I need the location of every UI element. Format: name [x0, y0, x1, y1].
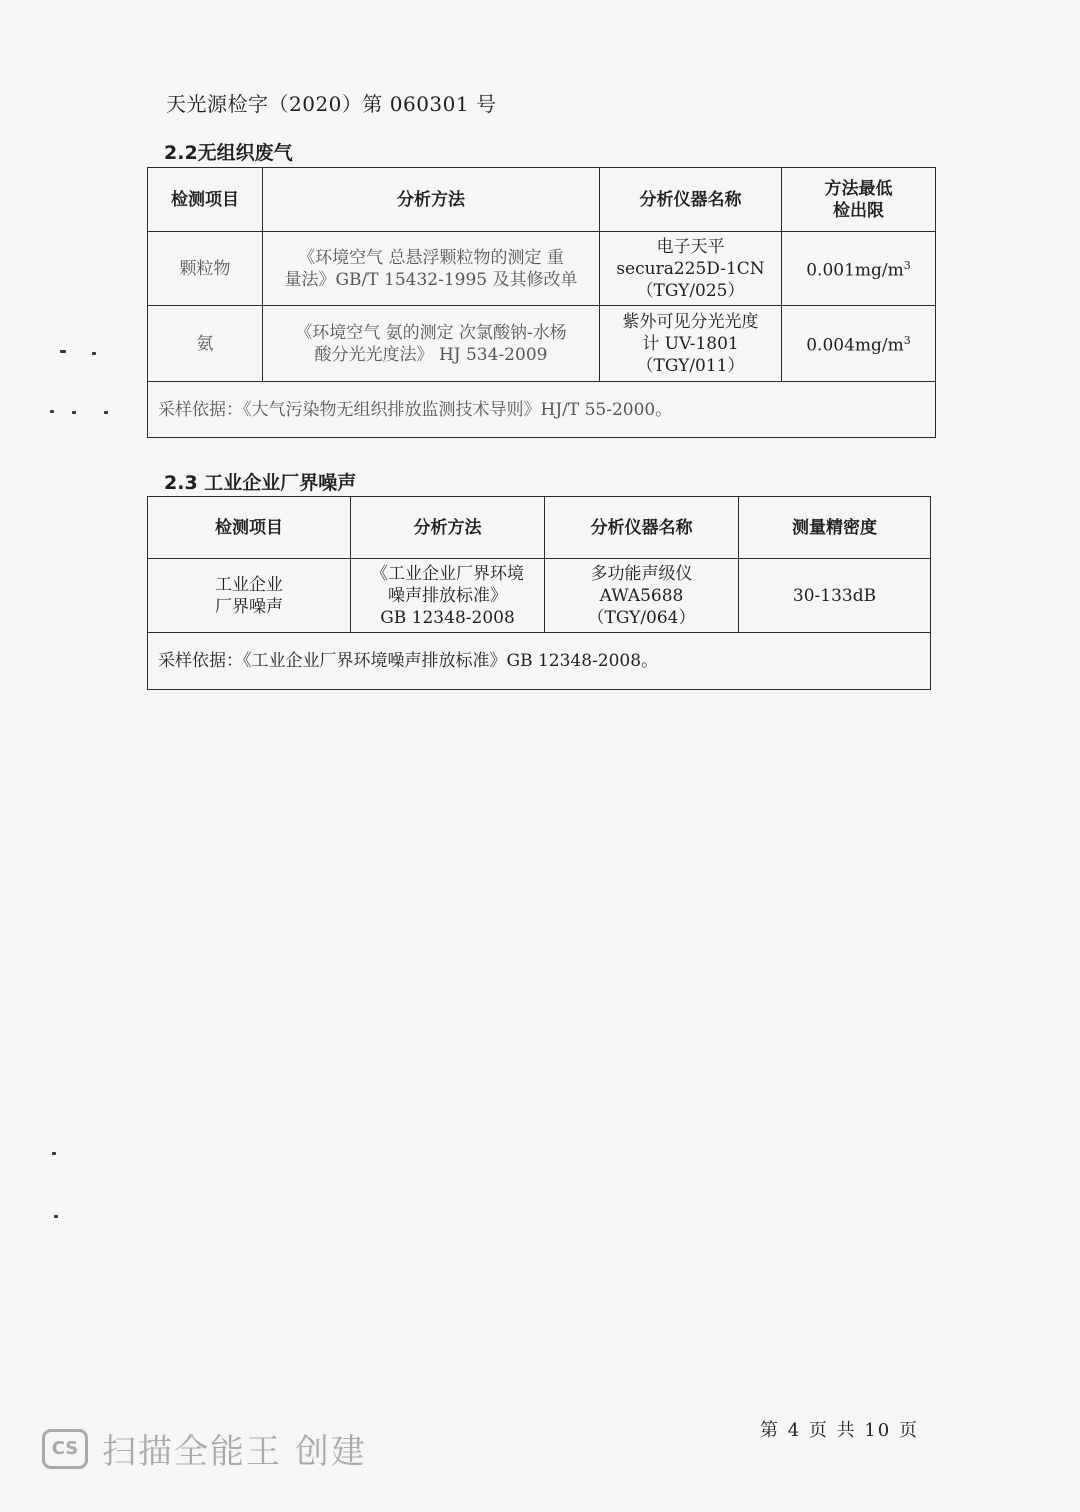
method-line: 酸分光光度法》 HJ 534-2009 — [314, 344, 548, 365]
table-header-row — [148, 168, 936, 232]
method-cell — [351, 559, 545, 633]
method-line: GB 12348-2008 — [380, 607, 515, 628]
instrument-cell — [600, 232, 782, 306]
item-line: 工业企业 — [215, 574, 283, 595]
column-header: 测量精密度 — [739, 497, 931, 559]
instrument-line: （TGY/011） — [636, 355, 745, 376]
section-2-3-table — [147, 496, 931, 690]
column-header: 检测项目 — [148, 168, 263, 232]
column-header: 方法最低 检出限 — [782, 168, 936, 232]
item-cell — [148, 559, 351, 633]
limit-cell — [782, 232, 936, 306]
precision-cell: 30-133dB — [739, 559, 931, 633]
instrument-line: AWA5688 — [599, 585, 684, 606]
page-number: 第 4 页 共 10 页 — [760, 1420, 919, 1441]
section-2-2-title: 2.2无组织废气 — [164, 142, 293, 164]
sampling-basis: 采样依据：《大气污染物无组织排放监测技术导则》HJ/T 55-2000。 — [148, 382, 936, 438]
method-line: 《工业企业厂界环境 — [371, 563, 524, 584]
table-row — [148, 559, 931, 633]
method-line: 《环境空气 总悬浮颗粒物的测定 重 — [298, 247, 564, 268]
method-cell — [263, 232, 600, 306]
limit-value: 0.001mg/m — [806, 260, 904, 281]
item-cell: 颗粒物 — [148, 232, 263, 306]
scan-speck — [54, 1215, 58, 1218]
item-line: 厂界噪声 — [215, 596, 283, 617]
instrument-line: （TGY/064） — [587, 607, 696, 628]
scan-speck — [60, 350, 66, 353]
camscanner-logo-icon: CS — [42, 1429, 88, 1469]
scanner-watermark — [42, 1424, 367, 1473]
method-line: 《环境空气 氨的测定 次氯酸钠-水杨 — [295, 322, 567, 343]
column-header: 分析方法 — [351, 497, 545, 559]
scan-speck — [92, 352, 96, 355]
method-line: 量法》GB/T 15432-1995 及其修改单 — [284, 269, 578, 290]
instrument-line: 计 UV-1801 — [642, 333, 739, 354]
column-header: 检测项目 — [148, 497, 351, 559]
sampling-basis: 采样依据：《工业企业厂界环境噪声排放标准》GB 12348-2008。 — [148, 633, 931, 690]
document-number: 天光源检字（2020）第 060301 号 — [166, 92, 497, 116]
column-header: 分析方法 — [263, 168, 600, 232]
table-row — [148, 306, 936, 382]
instrument-cell — [545, 559, 739, 633]
sampling-basis-row — [148, 633, 931, 690]
table-row — [148, 232, 936, 306]
sampling-basis-row — [148, 382, 936, 438]
method-cell — [263, 306, 600, 382]
method-line: 噪声排放标准》 — [388, 585, 507, 606]
scan-speck — [72, 411, 76, 414]
instrument-line: 多功能声级仪 — [590, 563, 693, 584]
section-2-2-table — [147, 167, 936, 438]
limit-cell — [782, 306, 936, 382]
instrument-line: （TGY/025） — [636, 280, 745, 301]
limit-superscript: 3 — [903, 334, 911, 348]
table-header-row — [148, 497, 931, 559]
watermark-text: 扫描全能王 创建 — [102, 1432, 367, 1472]
instrument-cell — [600, 306, 782, 382]
column-header: 分析仪器名称 — [600, 168, 782, 232]
column-header: 分析仪器名称 — [545, 497, 739, 559]
scan-speck — [104, 411, 108, 414]
instrument-line: secura225D-1CN — [616, 258, 765, 279]
section-2-3-title: 2.3 工业企业厂界噪声 — [164, 472, 357, 494]
instrument-line: 紫外可见分光光度 — [622, 311, 759, 332]
limit-superscript: 3 — [903, 259, 911, 273]
instrument-line: 电子天平 — [656, 236, 725, 257]
limit-value: 0.004mg/m — [806, 335, 904, 356]
scan-speck — [50, 410, 54, 413]
scan-speck — [52, 1152, 56, 1155]
item-cell: 氨 — [148, 306, 263, 382]
